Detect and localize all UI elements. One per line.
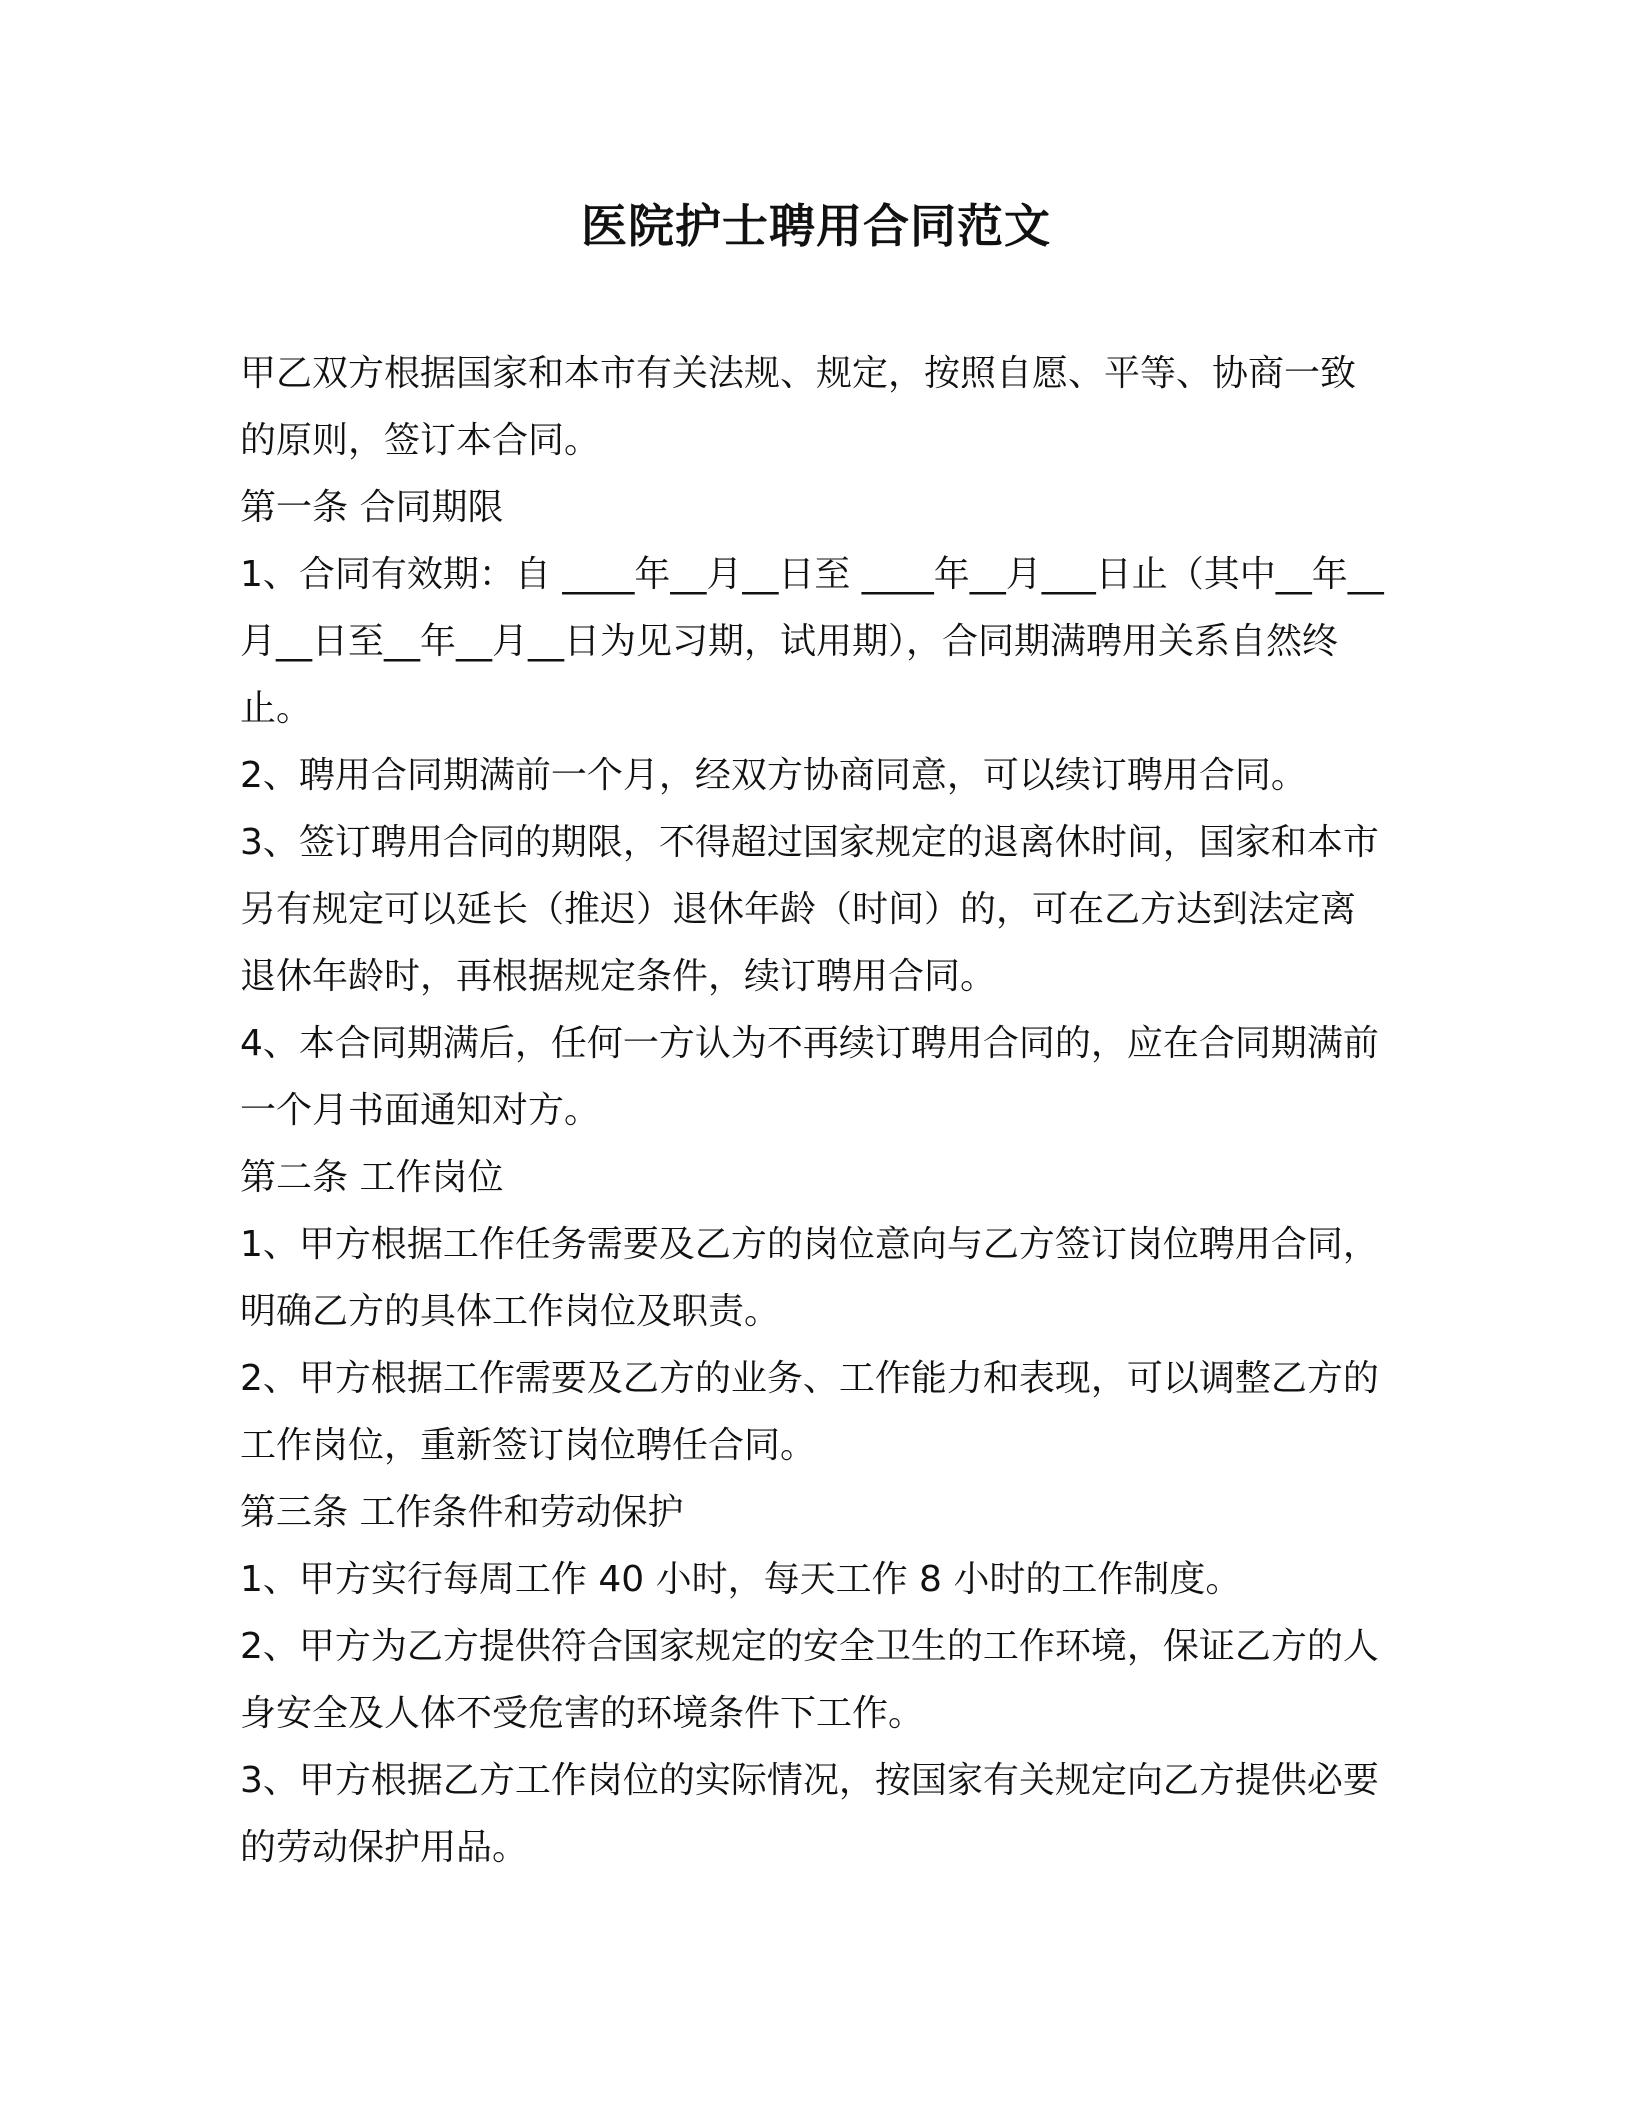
article-1-clause-3: 3、签订聘用合同的期限，不得超过国家规定的退离休时间，国家和本市另有规定可以延长（推迟）退休年龄（时间）的，可在乙方达到法定离退休年龄时，再根据规定条件，续订聘用合同。 [240, 822, 1379, 997]
document-title: 医院护士聘用合同范文 [581, 199, 1051, 253]
intro-paragraph: 甲乙双方根据国家和本市有关法规、规定，按照自愿、平等、协商一致的原则，签订本合同。 [240, 353, 1357, 461]
article-1-clause-1: 1、合同有效期：自 ____年__月__日至 ____年__月___日止（其中__年__月__日至__年__月__日为见习期，试用期），合同期满聘用关系自然终止。 [240, 554, 1384, 729]
document-body [240, 340, 1390, 1881]
article-1-heading: 第一条 合同期限 [240, 487, 504, 528]
article-3-clause-2: 2、甲方为乙方提供符合国家规定的安全卫生的工作环境，保证乙方的人身安全及人体不受危害的环境条件下工作。 [240, 1626, 1379, 1734]
article-2-heading: 第二条 工作岗位 [240, 1157, 504, 1198]
article-3-clause-1: 1、甲方实行每周工作 40 小时，每天工作 8 小时的工作制度。 [240, 1559, 1242, 1600]
article-1-clause-4: 4、本合同期满后，任何一方认为不再续订聘用合同的，应在合同期满前一个月书面通知对方。 [240, 1023, 1379, 1131]
article-3-heading: 第三条 工作条件和劳动保护 [240, 1492, 684, 1533]
article-1-clause-2: 2、聘用合同期满前一个月，经双方协商同意，可以续订聘用合同。 [240, 755, 1307, 796]
article-3-clause-3: 3、甲方根据乙方工作岗位的实际情况，按国家有关规定向乙方提供必要的劳动保护用品。 [240, 1760, 1379, 1868]
article-2-clause-2: 2、甲方根据工作需要及乙方的业务、工作能力和表现，可以调整乙方的工作岗位，重新签订岗位聘任合同。 [240, 1358, 1379, 1466]
article-2-clause-1: 1、甲方根据工作任务需要及乙方的岗位意向与乙方签订岗位聘用合同，明确乙方的具体工作岗位及职责。 [240, 1224, 1379, 1332]
